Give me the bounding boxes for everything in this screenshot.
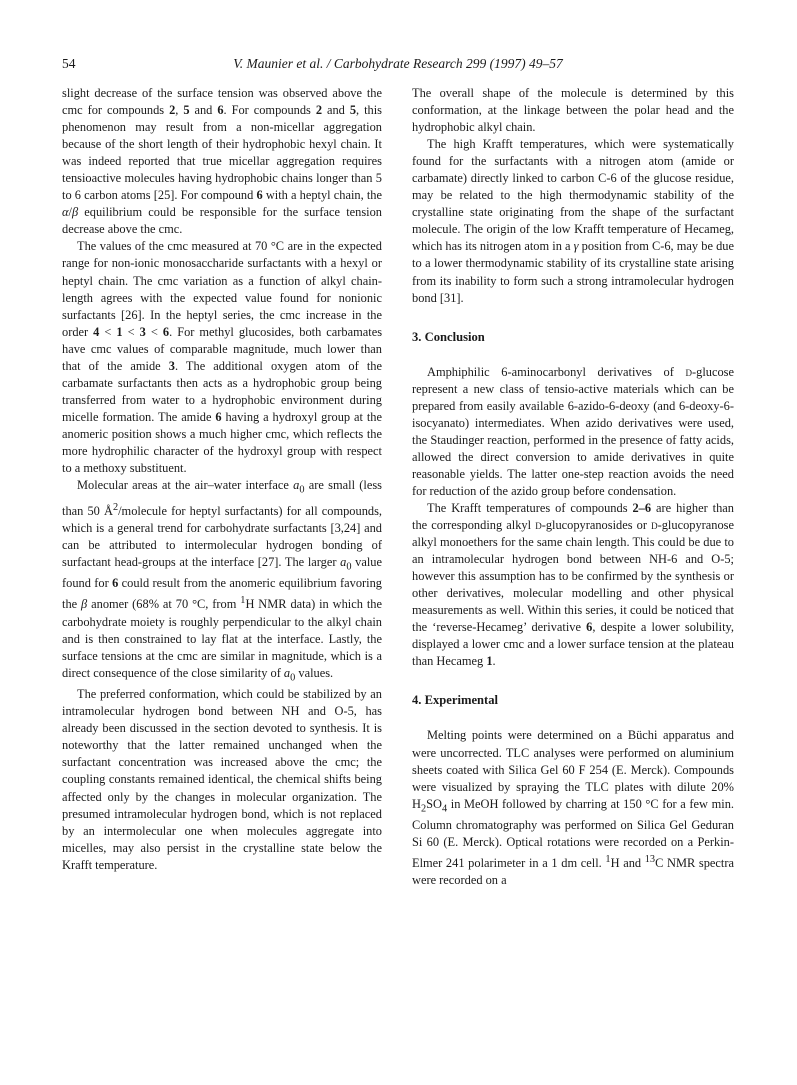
page-number: 54 (62, 56, 76, 71)
section-heading-experimental: 4. Experimental (412, 693, 499, 708)
page-header (62, 56, 734, 76)
paragraph: The high Krafft temperatures, which were systematically found for the surfactants with a nitrogen atom (amide or carbamate) directly linked to carbon C-6 of the glucose residue, may be related to the high thermodynamic stability of the crystalline state originating from the shape of the surfactant molecule. The origin of the low Krafft temperature of Hecameg, which has its nitrogen atom in a γ position from C-6, may be due to a lower thermodynamic stability of its crystalline state arising from its inability to form such a strong intramolecular hydrogen bond [31]. (412, 137, 734, 305)
paragraph: Melting points were determined on a Büchi apparatus and were uncorrected. TLC analyses were performed on aluminium sheets coated with Silica Gel 60 F 254 (E. Merck). Compounds were visualized by spraying the TLC plates with dilute 20% $H_2SO_4$ in MeOH followed by charring at 150 °C for a few min. Column chromatography was performed on Silica Gel Geduran Si 60 (E. Merck). Optical rotations were recorded on a Perkin-Elmer 241 polarimeter in a 1 dm cell. $^1$H and $^{13}$C NMR spectra were recorded on a (412, 728, 734, 888)
left-column (62, 85, 382, 874)
paragraph: The preferred conformation, which could be stabilized by an intramolecular hydrogen bond between NH and O-5, has already been discussed in the section devoted to synthesis. It is noteworthy that the latter remained unchanged when the surfactant concentration was increased above the cmc; the coupling constants remained identical, the chemical shifts being affected only by the changes in molecular organization. The presumed intramolecular hydrogen bond, which is not replaced by an intermolecular one when molecules aggregate into micelles, may also persist in the crystalline state below the Krafft temperature. (62, 687, 382, 872)
right-column (412, 85, 734, 889)
paragraph: The Krafft temperatures of compounds 2–6 are higher than the corresponding alkyl d-glucopyranosides or d-glucopyranose alkyl monoethers for the same chain length. This could be due to an intramolecular hydrogen bond between NH-6 and O-5; however this assumption has to be confirmed by the synthesis or other derivatives, molecular modelling and other physical measurements as well. Within this series, it could be noticed that the ‘reverse-Hecameg’ derivative 6, despite a lower solubility, displayed a lower cmc and a lower surface tension at the plateau than Hecameg 1. (412, 500, 734, 669)
paragraph: Molecular areas at the air–water interface $a_0$ are small (less than 50 $Å^2$/molecule for heptyl surfactants) for all compounds, which is a general trend for carbohydrate surfactants [3,24] and can be attributed to intermolecular hydrogen bonding of surfactant head-groups at the interface [27]. The larger $a_0$ value found for 6 could result from the anomeric equilibrium favoring the β anomer (68% at 70 °C, from $^1$H NMR data) in which the carbohydrate moiety is roughly perpendicular to the alkyl chain and is then constrained to lay flat at the interface. Lastly, the surface tensions at the cmc are similar in magnitude, which is a direct consequence of the close similarity of $a_0$ values. (62, 478, 383, 684)
section-heading-conclusion: 3. Conclusion (412, 329, 485, 344)
running-head: V. Maunier et al. / Carbohydrate Research 299 (1997) 49–57 (233, 56, 563, 71)
paragraph: The values of the cmc measured at 70 °C are in the expected range for non-ionic monosaccharide surfactants with a hexyl or heptyl chain. The cmc variation as a function of alkyl chain-length agrees with the expected value found for nonionic surfactants [26]. In the heptyl series, the cmc increase in the order 4 < 1 < 3 < 6. For methyl glucosides, both carbamates have cmc values of comparable magnitude, much lower than that of the amide 3. The additional oxygen atom of the carbamate surfactants then acts as a hydrophobic group being transferred from water to a hydrophobic environment during micelle formation. The amide 6 having a hydroxyl group at the anomeric position shows a much higher cmc, which reflects the more hydrophilic character of the hydroxyl group with respect to a methoxy substituent. (62, 239, 383, 476)
paragraph: Amphiphilic 6-aminocarbonyl derivatives of d-glucose represent a new class of tensio-active materials which can be prepared from easily available 6-azido-6-deoxy (and 6-deoxy-6-isocyanato) intermediates. When azido derivatives were used, the Staudinger reaction, performed in the presence of fatty acids, allowed the direct conversion to amide derivatives in quite reasonable yields. The latter one-step reaction avoids the need for reduction of the azido group before condensation. (412, 364, 734, 498)
paragraph: The overall shape of the molecule is determined by this conformation, at the linkage between the polar head and the hydrophobic alkyl chain. (412, 86, 734, 135)
paragraph: slight decrease of the surface tension was observed above the cmc for compounds 2, 5 and 6. For compounds 2 and 5, this phenomenon may result from a non-micellar aggregation because of the short length of their hydrophobic hexyl chain. It was indeed reported that true micellar aggregation requires tensioactive molecules having hydrophobic chains longer than 5 to 6 carbon atoms [25]. For compound 6 with a heptyl chain, the α/β equilibrium could be responsible for the surface tension decrease above the cmc. (62, 86, 382, 237)
